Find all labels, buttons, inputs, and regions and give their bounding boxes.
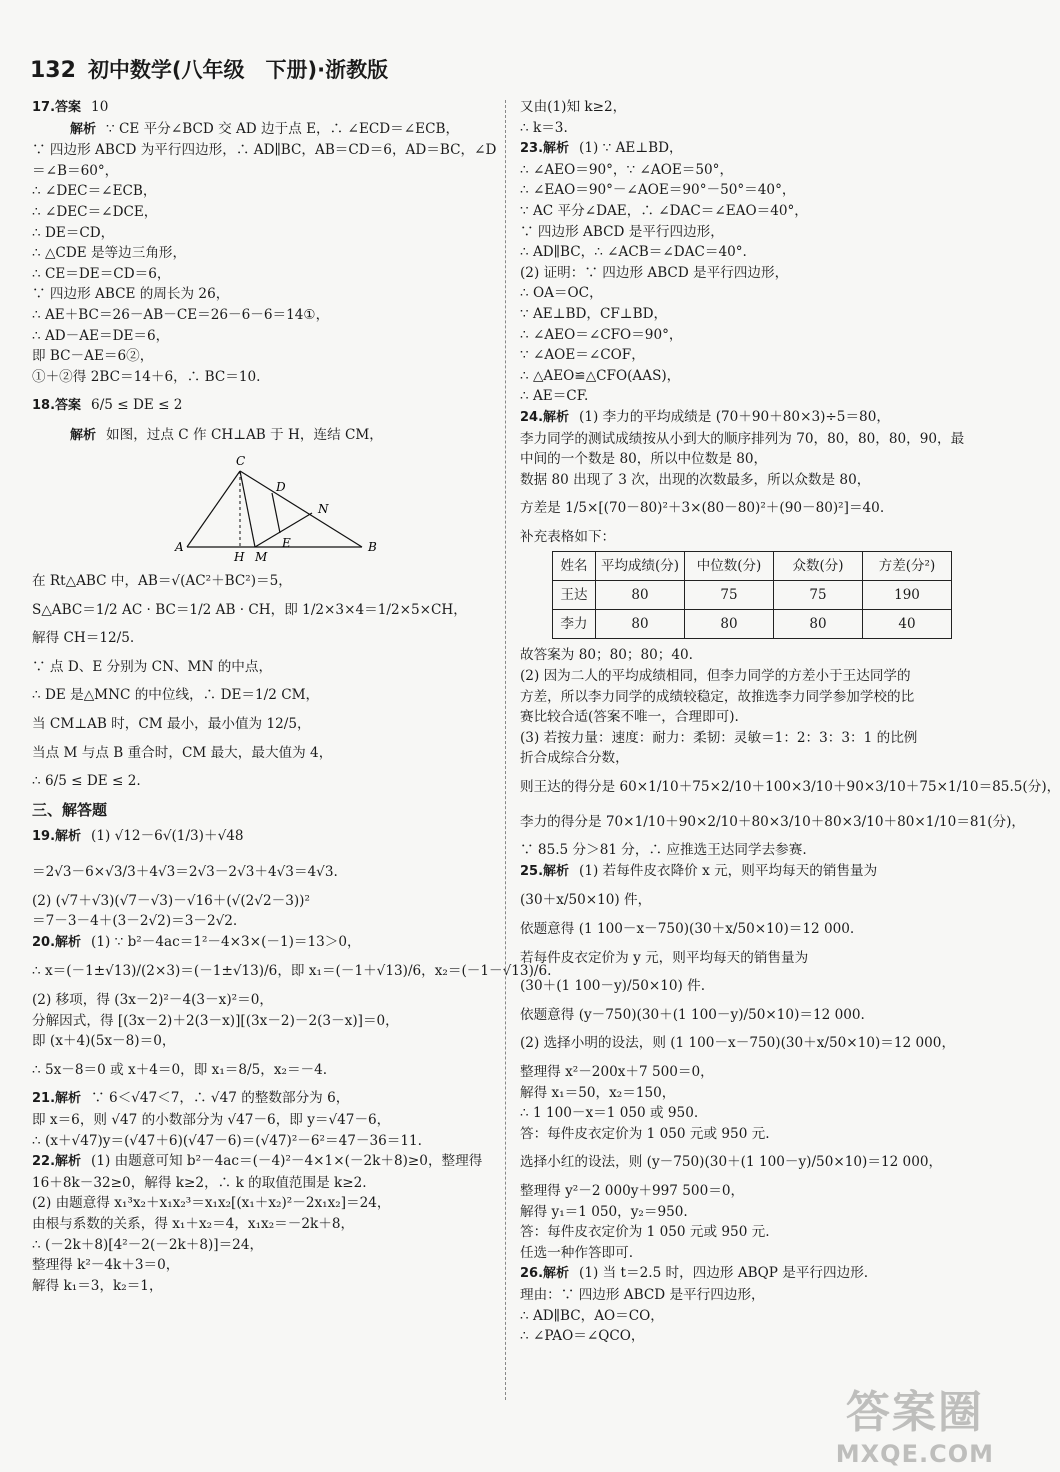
text-line — [32, 326, 490, 347]
line-text: 依题意得 (1 100－x－750)(30＋x/50×10)＝12 000. — [520, 921, 855, 937]
problem-number: 25. — [520, 863, 544, 879]
point-label-d: D — [276, 479, 286, 494]
spacer — [32, 953, 490, 961]
text-line — [520, 304, 970, 325]
text-line — [520, 366, 970, 387]
text-line — [520, 1005, 970, 1026]
text-line — [520, 707, 970, 728]
text-line — [520, 666, 970, 687]
table-cell: 李力 — [553, 610, 596, 639]
table-header-cell: 姓名 — [553, 552, 596, 581]
problem-number: 26. — [520, 1266, 544, 1282]
line-text: 解得 k₁＝3，k₂＝1， — [32, 1277, 163, 1294]
text-line — [32, 961, 552, 982]
spacer — [520, 940, 970, 948]
line-text: (2) 因为二人的平均成绩相同，但李力同学的方差小于王达同学的 — [520, 668, 911, 685]
line-text: ∴ AD∥BC，AO＝CO， — [520, 1307, 664, 1324]
line-text: 当点 M 与点 B 重合时，CM 最大，最大值为 4， — [32, 744, 333, 761]
problem-number: 23. — [520, 141, 544, 157]
line-text: ∵ 85.5 分＞81 分，∴ 应推选王达同学去参赛. — [520, 842, 807, 859]
text-line — [32, 284, 490, 305]
text-line — [520, 1124, 970, 1145]
text-line — [520, 97, 970, 118]
line-text: ∴ AD∥BC，∴ ∠ACB＝∠DAC＝40°. — [520, 244, 747, 261]
table-header-row — [553, 552, 952, 581]
line-text: 10 — [91, 99, 109, 115]
seg-de — [272, 493, 280, 533]
text-line — [520, 429, 970, 450]
line-text: ∴ DE 是△MNC 的中位线，∴ DE＝1/2 CM， — [32, 687, 320, 704]
line-text: 选择小红的设法，则 (y－750)(30＋(1 100－y)/50×10)＝12 000， — [520, 1154, 943, 1171]
text-line — [520, 222, 970, 243]
spacer — [32, 649, 490, 657]
text-line — [520, 527, 970, 548]
line-text: ＝2√3－6×√3/3＋4√3＝2√3－2√3＋4√3＝4√3. — [32, 864, 338, 881]
text-line — [32, 771, 490, 792]
line-text: ＝7－3－4＋(3－2√2)＝3－2√2. — [32, 913, 238, 930]
line-text: ∴ ∠PAO＝∠QCO， — [520, 1328, 645, 1345]
spacer — [520, 1144, 970, 1152]
point-label-n: N — [318, 501, 329, 516]
text-line — [520, 1222, 970, 1243]
text-line — [520, 160, 970, 181]
line-text: ∵ 四边形 ABCD 为平行四边形，∴ AD∥BC，AB＝CD＝6，AD＝BC，∠D — [32, 142, 497, 159]
line-text: 解得 y₁＝1 050，y₂＝950. — [520, 1203, 688, 1220]
point-label-e: E — [282, 535, 291, 550]
line-text: (1) 李力的平均成绩是 (70＋90＋80×3)÷5＝80， — [579, 408, 890, 425]
text-line — [520, 687, 970, 708]
line-text: 在 Rt△ABC 中，AB＝√(AC²＋BC²)＝5， — [32, 573, 292, 590]
text-line — [32, 140, 497, 161]
text-line — [32, 743, 490, 764]
table-header-cell: 平均成绩(分) — [596, 552, 685, 581]
line-text: 当 CM⊥AB 时，CM 最小，最小值为 12/5， — [32, 716, 311, 733]
text-line — [520, 325, 970, 346]
spacer — [520, 832, 970, 840]
text-line — [520, 263, 970, 284]
text-line — [32, 685, 490, 706]
text-line — [32, 181, 490, 202]
watermark — [836, 1376, 994, 1468]
text-line — [520, 777, 1060, 798]
text-line — [520, 748, 970, 769]
right-column — [520, 97, 1060, 1347]
table-row — [553, 610, 952, 639]
text-line — [520, 283, 970, 304]
line-text: 整理得 k²－4k＋3＝0， — [32, 1257, 180, 1274]
table-cell: 190 — [863, 581, 952, 610]
problem-label: 答案 — [55, 100, 82, 115]
problem-number: 17. — [32, 100, 56, 115]
text-line — [32, 990, 490, 1011]
line-text: 故答案为 80；80；80；40. — [520, 647, 693, 664]
problem-line — [520, 138, 970, 160]
problem-label: 解析 — [543, 863, 570, 879]
spacer — [32, 417, 490, 425]
problem-line — [520, 1263, 970, 1285]
page-header — [30, 54, 388, 84]
line-text: (2) (√7＋√3)(√7－√3)－√16＋(√(2√2－3))² — [32, 892, 310, 909]
line-text: 如图，过点 C 作 CH⊥AB 于 H，连结 CM， — [106, 426, 383, 443]
spacer — [32, 735, 490, 743]
line-text: 折合成综合分数， — [520, 750, 629, 767]
text-line — [520, 812, 1026, 833]
problem-line — [32, 1151, 490, 1173]
text-line — [520, 1306, 970, 1327]
spacer — [32, 982, 490, 990]
seg-cb — [240, 471, 362, 547]
spacer — [32, 387, 490, 395]
line-text: ∴ AE＋BC＝26－AB－CE＝26－6－6＝14①， — [32, 306, 330, 323]
text-line — [520, 1181, 970, 1202]
table-header-cell: 中位数(分) — [685, 552, 774, 581]
point-label-b: B — [368, 539, 377, 554]
line-text: ∵ 6＜√47＜7，∴ √47 的整数部分为 6， — [91, 1090, 350, 1107]
problem-label: 解析 — [543, 409, 570, 425]
line-text: ∴ 6/5 ≤ DE ≤ 2. — [32, 773, 141, 790]
table-cell: 80 — [596, 581, 685, 610]
line-text: 答：每件皮衣定价为 1 050 元或 950 元. — [520, 1125, 770, 1142]
line-text: 由根与系数的关系，得 x₁＋x₂＝4，x₁x₂＝－2k＋8， — [32, 1215, 355, 1232]
spacer — [520, 997, 970, 1005]
line-text: ∴ (x＋√47)y＝(√47＋6)(√47－6)＝(√47)²－6²＝47－36＝11. — [32, 1132, 422, 1149]
line-text: ∵ AC 平分∠DAE，∴ ∠DAC＝∠EAO＝40°， — [520, 202, 808, 219]
line-text: ∵ AE⊥BD，CF⊥BD， — [520, 305, 668, 322]
text-line — [32, 119, 490, 141]
table-cell: 40 — [863, 610, 952, 639]
problem-label: 解析 — [55, 934, 82, 950]
problem-number: 19. — [32, 829, 56, 845]
line-text: 即 x＝6，则 √47 的小数部分为 √47－6，即 y＝√47－6， — [32, 1111, 391, 1128]
text-line — [520, 1326, 970, 1347]
table-cell: 80 — [596, 610, 685, 639]
table-header-cell: 方差(分²) — [863, 552, 952, 581]
line-text: 中间的一个数是 80，所以中位数是 80， — [520, 451, 768, 468]
text-line — [32, 1131, 490, 1152]
spacer — [32, 1080, 490, 1088]
line-text: (2) 选择小明的设法，则 (1 100－x－750)(30＋x/50×10)＝12 000， — [520, 1035, 956, 1052]
spacer — [520, 911, 970, 919]
problem-label: 解析 — [70, 427, 97, 443]
text-line — [32, 1011, 490, 1032]
text-line — [32, 600, 490, 621]
line-text: ∴ △CDE 是等边三角形， — [32, 245, 187, 262]
line-text: ∴ ∠AEO＝∠CFO＝90°， — [520, 326, 683, 343]
spacer — [32, 677, 490, 685]
spacer — [520, 1054, 970, 1062]
line-text: (2) 移项，得 (3x－2)²－4(3－x)²＝0， — [32, 992, 273, 1008]
text-line — [32, 657, 490, 678]
line-text: ①＋②得 2BC＝14＋6，∴ BC＝10. — [32, 368, 261, 385]
text-line — [520, 645, 970, 666]
problem-label: 解析 — [55, 1154, 82, 1170]
spacer — [520, 882, 970, 890]
text-line — [520, 470, 970, 491]
spacer — [32, 706, 490, 714]
line-text: ∴ △AEO≌△CFO(AAS)， — [520, 367, 681, 384]
spacer — [32, 763, 490, 771]
text-line — [520, 840, 970, 861]
spacer — [520, 798, 970, 812]
spacer — [520, 519, 970, 527]
text-line — [32, 1031, 490, 1052]
line-text: ∴ ∠EAO＝90°－∠AOE＝90°－50°＝40°， — [520, 182, 796, 199]
text-line — [520, 386, 970, 407]
line-text: S△ABC＝1/2 AC · BC＝1/2 AB · CH，即 1/2×3×4＝1/2×5×CH， — [32, 601, 467, 618]
problem-label: 解析 — [543, 1266, 570, 1282]
text-line — [520, 1062, 970, 1083]
point-label-c: C — [236, 453, 246, 468]
table-cell: 75 — [774, 581, 863, 610]
line-text: (1) 当 t＝2.5 时，四边形 ABQP 是平行四边形. — [579, 1265, 869, 1282]
problem-label: 答案 — [55, 398, 82, 414]
watermark-logo-text: 答案圈 — [845, 1387, 984, 1438]
spacer — [520, 968, 970, 976]
spacer — [520, 769, 970, 777]
text-line — [32, 202, 490, 223]
seg-cm — [240, 471, 255, 547]
line-text: 解得 CH＝12/5. — [32, 630, 135, 647]
problem-number: 24. — [520, 409, 544, 425]
line-text: ∴ (－2k＋8)[4²－2(－2k＋8)]＝24， — [32, 1236, 264, 1253]
page-number: 132 — [30, 58, 76, 83]
text-line — [32, 223, 490, 244]
text-line — [32, 1173, 490, 1194]
spacer — [520, 1025, 970, 1033]
text-line — [32, 161, 490, 182]
line-text: ∴ x＝(－1±√13)/(2×3)＝(－1±√13)/6，即 x₁＝(－1＋√13)/6，x₂＝(－1－√13)/6. — [32, 963, 552, 980]
problem-number: 18. — [32, 398, 56, 414]
problem-label: 解析 — [55, 829, 82, 845]
watermark-url: MXQE.COM — [835, 1440, 994, 1468]
line-text: ∵ 四边形 ABCD 是平行四边形， — [520, 223, 724, 240]
line-text: 数据 80 出现了 3 次，出现的次数最多，所以众数是 80， — [520, 471, 871, 488]
line-text: 整理得 y²－2 000y＋997 500＝0， — [520, 1182, 745, 1199]
line-text: 整理得 x²－200x＋7 500＝0， — [520, 1063, 714, 1080]
line-text: ∴ AD－AE＝DE＝6， — [32, 327, 170, 344]
text-line — [32, 571, 490, 592]
line-text: 解得 x₁＝50，x₂＝150， — [520, 1084, 676, 1101]
table-cell: 80 — [685, 610, 774, 639]
text-line — [32, 1255, 490, 1276]
line-text: (2) 由题意得 x₁³x₂＋x₁x₂³＝x₁x₂[(x₁＋x₂)²－2x₁x₂]＝24， — [32, 1195, 391, 1212]
text-line — [520, 728, 970, 749]
problem-number: 21. — [32, 1091, 56, 1107]
text-line — [32, 1193, 490, 1214]
text-line — [32, 425, 490, 447]
table-cell: 80 — [774, 610, 863, 639]
line-text: (3) 若按力量：速度：耐力：柔韧：灵敏＝1：2：3：3：1 的比例 — [520, 729, 918, 746]
problem-label: 解析 — [70, 121, 97, 137]
line-text: (1) ∵ b²－4ac＝1²－4×3×(－1)＝13＞0， — [91, 933, 361, 950]
text-line — [520, 890, 970, 911]
text-line — [32, 862, 490, 883]
line-text: 李力同学的测试成绩按从小到大的顺序排列为 70，80，80，80，90，最 — [520, 430, 965, 447]
line-text: ∵ ∠AOE＝∠COF， — [520, 347, 645, 364]
line-text: 赛比较合适(答案不唯一，合理即可). — [520, 709, 739, 726]
line-text: ∴ CE＝DE＝CD＝6， — [32, 265, 171, 282]
text-line — [520, 1152, 970, 1173]
text-line — [520, 449, 970, 470]
score-table — [552, 551, 952, 639]
line-text: 补充表格如下： — [520, 528, 616, 545]
line-text: 李力的得分是 70×1/10＋90×2/10＋80×3/10＋80×3/10＋80×1/10＝81(分)， — [520, 813, 1026, 830]
text-line — [520, 118, 970, 139]
line-text: ∴ DE＝CD， — [32, 224, 115, 241]
line-text: 分解因式，得 [(3x－2)＋2(3－x)][(3x－2)－2(3－x)]＝0， — [32, 1012, 399, 1029]
line-text: 若每件皮衣定价为 y 元，则平均每天的销售量为 — [520, 949, 809, 966]
problem-line — [520, 861, 970, 883]
line-text: ∴ 1 100－x＝1 050 或 950. — [520, 1105, 699, 1122]
spacer — [32, 848, 490, 862]
text-line — [32, 264, 490, 285]
line-text: (30＋(1 100－y)/50×10) 件. — [520, 978, 706, 995]
line-text: 16＋8k－32≥0，解得 k≥2，∴ k 的取值范围是 k≥2. — [32, 1174, 367, 1191]
line-text: (1) 若每件皮衣降价 x 元，则平均每天的销售量为 — [579, 862, 878, 879]
line-text: ∴ k＝3. — [520, 119, 568, 136]
table-row — [553, 581, 952, 610]
line-text: 答：每件皮衣定价为 1 050 元或 950 元. — [520, 1224, 770, 1241]
line-text: 理由：∵ 四边形 ABCD 是平行四边形， — [520, 1286, 765, 1303]
line-text: 方差，所以李力同学的成绩较稳定，故推选李力同学参加学校的比 — [520, 688, 915, 705]
text-line — [32, 1214, 490, 1235]
text-line — [520, 498, 970, 519]
table-header-cell: 众数(分) — [774, 552, 863, 581]
line-text: 任选一种作答即可. — [520, 1244, 634, 1261]
line-text: ∵ 点 D、E 分别为 CN、MN 的中点， — [32, 658, 273, 675]
spacer — [32, 1052, 490, 1060]
figure-container — [172, 451, 490, 566]
spacer — [32, 592, 490, 600]
point-label-m: M — [255, 549, 268, 564]
left-column — [32, 97, 552, 1296]
text-line — [32, 346, 490, 367]
text-line — [32, 911, 490, 932]
point-label-a: A — [175, 539, 184, 554]
line-text: (30＋x/50×10) 件， — [520, 892, 652, 909]
line-text: (1) √12－6√(1/3)＋√48 — [91, 828, 244, 845]
section-heading: 三、解答题 — [32, 800, 108, 819]
problem-line — [32, 932, 490, 954]
spacer — [32, 883, 490, 891]
line-text: ∴ AE＝CF. — [520, 388, 589, 405]
text-line — [520, 948, 970, 969]
text-line — [520, 919, 970, 940]
line-text: 即 BC－AE＝6②， — [32, 348, 154, 365]
line-text: 依题意得 (y－750)(30＋(1 100－y)/50×10)＝12 000. — [520, 1006, 865, 1023]
text-line — [32, 1060, 490, 1081]
problem-line — [32, 395, 490, 417]
seg-ac — [187, 471, 240, 547]
line-text: ∴ 5x－8＝0 或 x＋4＝0，即 x₁＝8/5，x₂＝－4. — [32, 1061, 328, 1078]
text-line — [32, 1235, 490, 1256]
problem-line — [520, 407, 970, 429]
column-divider — [505, 100, 506, 1400]
text-line — [520, 345, 970, 366]
text-line — [32, 891, 490, 912]
problem-line — [32, 826, 490, 848]
table-cell: 王达 — [553, 581, 596, 610]
table-cell: 75 — [685, 581, 774, 610]
line-text: ∴ ∠DEC＝∠DCE， — [32, 203, 158, 220]
text-line — [32, 305, 490, 326]
line-text: 6/5 ≤ DE ≤ 2 — [91, 397, 183, 414]
line-text: 即 (x＋4)(5x－8)＝0， — [32, 1033, 176, 1050]
text-line — [520, 1285, 970, 1306]
line-text: (1) 由题意可知 b²－4ac＝(－4)²－4×1×(－2k＋8)≥0，整理得 — [91, 1153, 483, 1170]
text-line — [32, 1276, 490, 1297]
text-line — [32, 628, 490, 649]
problem-line — [32, 1088, 490, 1110]
problem-number: 22. — [32, 1154, 56, 1170]
triangle-figure — [172, 451, 382, 564]
line-text: ∴ OA＝OC， — [520, 285, 603, 302]
line-text: 又由(1)知 k≥2， — [520, 99, 627, 115]
line-text: 则王达的得分是 60×1/10＋75×2/10＋100×3/10＋90×3/10＋75×1/10＝85.5(分)， — [520, 779, 1060, 796]
text-line — [32, 243, 490, 264]
problem-label: 解析 — [543, 141, 570, 157]
spacer — [520, 490, 970, 498]
spacer — [520, 1173, 970, 1181]
text-line — [32, 1110, 490, 1131]
problem-line — [32, 97, 490, 119]
text-line — [520, 1103, 970, 1124]
text-line — [520, 976, 970, 997]
text-line — [520, 180, 970, 201]
text-line — [520, 1202, 970, 1223]
text-line — [520, 201, 970, 222]
problem-number: 20. — [32, 934, 56, 950]
line-text: ∴ ∠DEC＝∠ECB， — [32, 183, 157, 200]
line-text: ∴ ∠AEO＝90°，∵ ∠AOE＝50°， — [520, 161, 734, 178]
text-line — [520, 1083, 970, 1104]
line-text: 方差是 1/5×[(70－80)²＋3×(80－80)²＋(90－80)²]＝40. — [520, 500, 885, 517]
point-label-h: H — [234, 549, 245, 564]
problem-label: 解析 — [55, 1091, 82, 1107]
text-line — [32, 367, 490, 388]
line-text: ∵ CE 平分∠BCD 交 AD 边于点 E，∴ ∠ECD＝∠ECB， — [106, 120, 460, 137]
text-line — [520, 242, 970, 263]
text-line — [520, 1033, 970, 1054]
line-text: ∵ 四边形 ABCE 的周长为 26， — [32, 286, 230, 303]
text-line — [32, 714, 490, 735]
spacer — [32, 620, 490, 628]
text-line — [520, 1243, 970, 1264]
line-text: (2) 证明：∵ 四边形 ABCD 是平行四边形， — [520, 264, 789, 281]
line-text: ＝∠B＝60°， — [32, 162, 119, 179]
book-title: 初中数学(八年级 下册)·浙教版 — [87, 58, 389, 82]
line-text: (1) ∵ AE⊥BD， — [579, 140, 683, 157]
